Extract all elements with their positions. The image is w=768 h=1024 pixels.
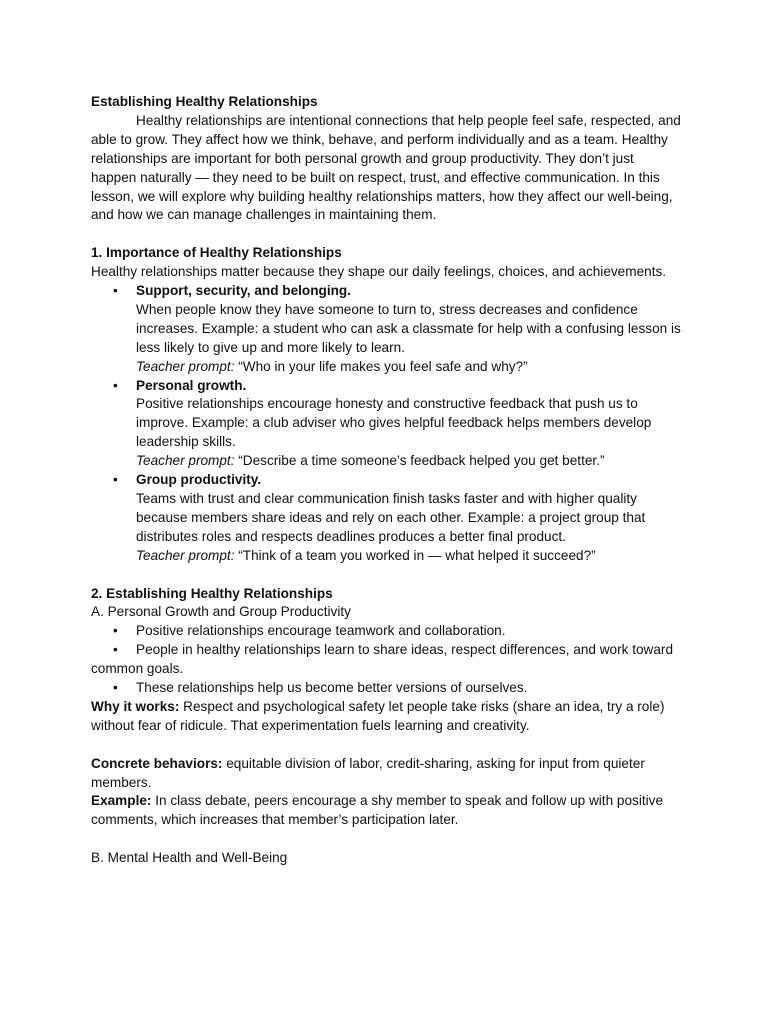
teacher-prompt bbox=[136, 452, 681, 471]
document-title: Establishing Healthy Relationships bbox=[91, 94, 318, 109]
concrete-label: Concrete behaviors: bbox=[91, 755, 223, 771]
section1-heading: 1. Importance of Healthy Relationships bbox=[91, 245, 342, 261]
teacher-prompt bbox=[136, 358, 681, 377]
example-label: Example: bbox=[91, 793, 152, 809]
list-item bbox=[91, 377, 681, 472]
prompt-label: Teacher prompt: bbox=[136, 358, 235, 374]
item-body: Positive relationships encourage honesty and constructive feedback that push us to improve. Example: a club adviser who gives helpful feedback helps members develop leadership skills. bbox=[136, 396, 652, 450]
example bbox=[91, 792, 681, 830]
why-text: Respect and psychological safety let people take risks (share an idea, try a role) without fear of ridicule. That experimentation fuels learning and creativity. bbox=[91, 698, 665, 733]
spacer bbox=[91, 566, 681, 585]
list-item bbox=[91, 282, 681, 377]
subsection-b-heading: B. Mental Health and Well-Being bbox=[91, 850, 288, 866]
prompt-text: “Think of a team you worked in — what helped it succeed?” bbox=[238, 547, 596, 563]
why-label: Why it works: bbox=[91, 698, 180, 714]
intro-paragraph: Healthy relationships are intentional connections that help people feel safe, respected, and able to grow. They affect how we think, behave, and perform individually and as a team. Healthy relationships are important for both personal growth and group productivity. They don’t just happen naturally — they need to be built on respect, trust, and effective communication. In this lesson, we will explore why building healthy relationships matters, how they affect our well-being, and how we can manage challenges in maintaining them. bbox=[91, 112, 681, 223]
why-it-works bbox=[91, 698, 681, 736]
item-body: Teams with trust and clear communication finish tasks faster and with higher quality because members share ideas and rely on each other. Example: a project group that distributes roles and respects deadlines produces a better final product. bbox=[136, 491, 646, 544]
spacer bbox=[91, 225, 681, 244]
item-title: • Group productivity. bbox=[136, 472, 262, 488]
prompt-text: “Describe a time someone’s feedback helped you get better.” bbox=[238, 453, 605, 469]
item-title: • Personal growth. bbox=[136, 377, 247, 393]
subsection-a-heading: A. Personal Growth and Group Productivity bbox=[91, 604, 351, 620]
prompt-label: Teacher prompt: bbox=[136, 453, 235, 469]
section2-heading: 2. Establishing Healthy Relationships bbox=[91, 585, 333, 601]
list-item: • These relationships help us become better versions of ourselves. bbox=[91, 679, 681, 698]
teacher-prompt bbox=[136, 547, 681, 566]
list-item: • Positive relationships encourage teamwork and collaboration. bbox=[91, 622, 681, 641]
prompt-label: Teacher prompt: bbox=[136, 547, 235, 563]
importance-list bbox=[91, 282, 681, 566]
spacer bbox=[91, 736, 681, 755]
section1-lead: Healthy relationships matter because they shape our daily feelings, choices, and achievements. bbox=[91, 264, 667, 280]
personal-growth-list-cont bbox=[91, 679, 681, 698]
list-item: • People in healthy relationships learn to share ideas, respect differences, and work toward bbox=[91, 641, 681, 660]
document-page bbox=[91, 93, 681, 868]
spacer bbox=[91, 830, 681, 849]
concrete-behaviors bbox=[91, 755, 681, 793]
item-title: • Support, security, and belonging. bbox=[136, 283, 351, 299]
list-item-continuation: common goals. bbox=[91, 661, 184, 677]
item-body: When people know they have someone to turn to, stress decreases and confidence increases. Example: a student who can ask a classmate for help with a confusing lesson is less likely to give up and more likely to learn. bbox=[136, 301, 681, 355]
concrete-text: equitable division of labor, credit-sharing, asking for input from quieter members. bbox=[91, 755, 645, 790]
prompt-text: “Who in your life makes you feel safe and why?” bbox=[238, 358, 528, 374]
example-text: In class debate, peers encourage a shy member to speak and follow up with positive comments, which increases that member’s participation later. bbox=[91, 793, 664, 828]
list-item bbox=[91, 471, 681, 566]
personal-growth-list bbox=[91, 622, 681, 660]
